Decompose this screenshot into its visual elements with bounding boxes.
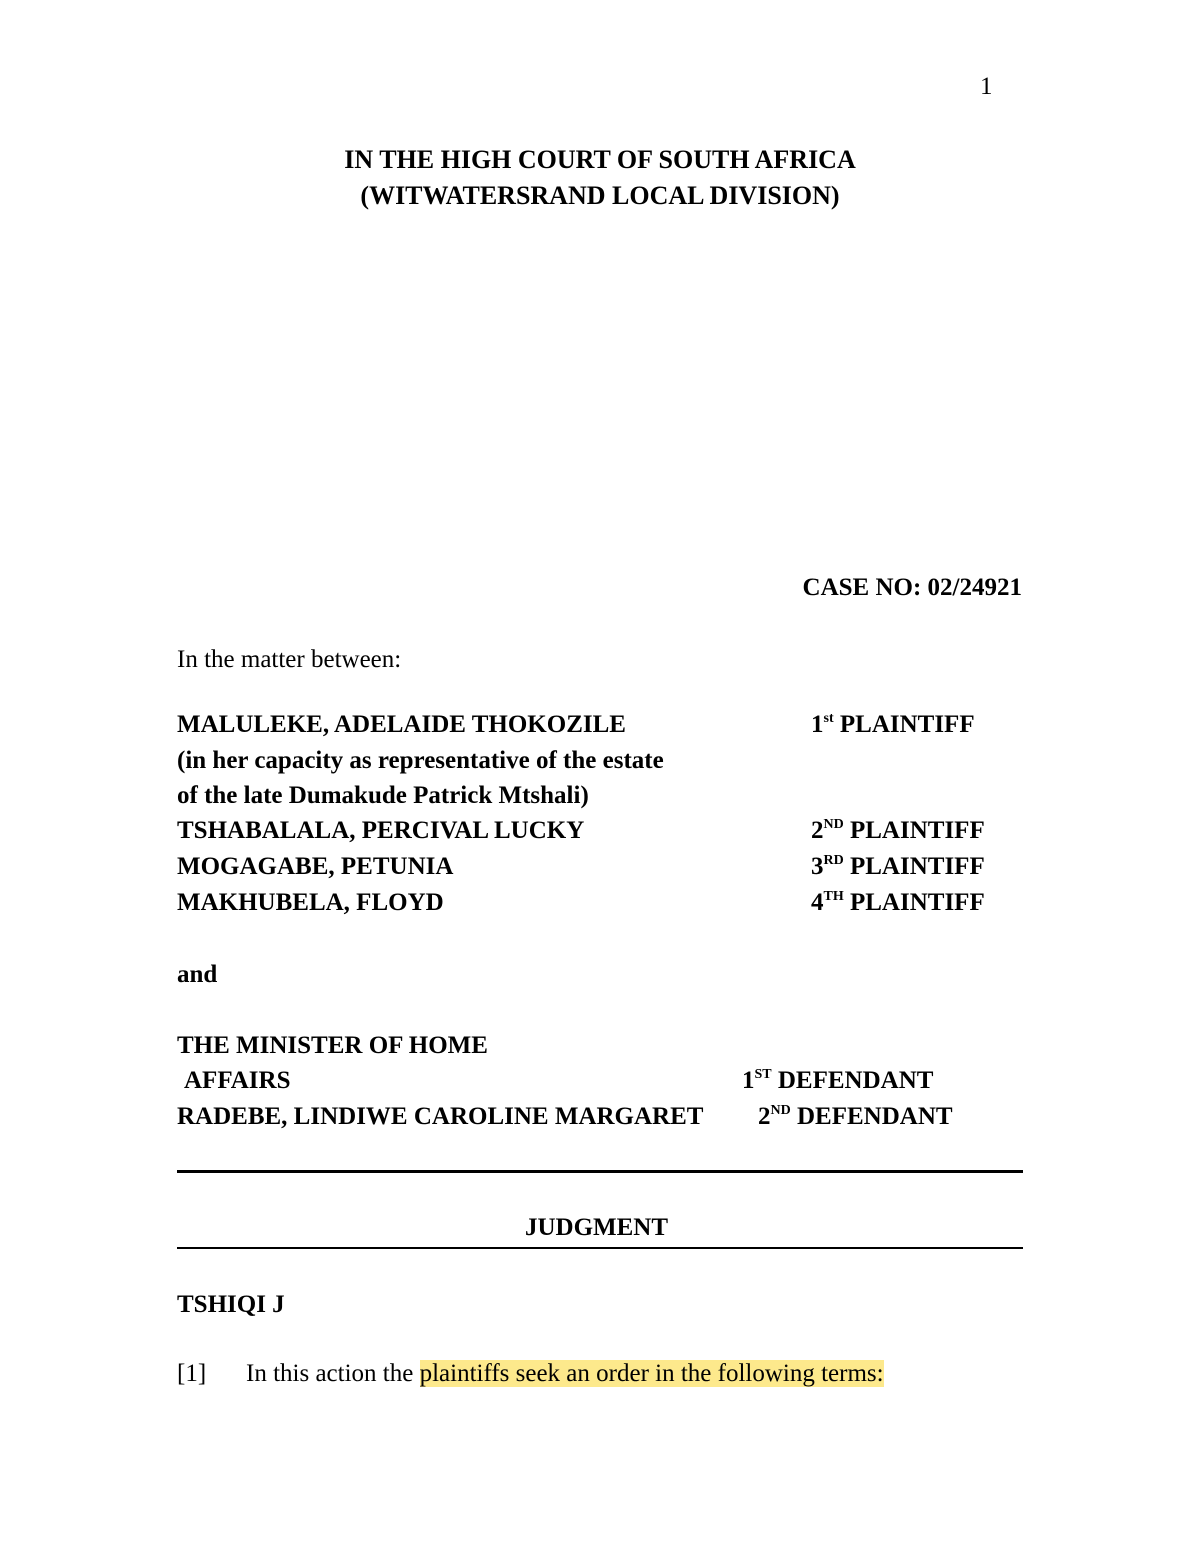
plaintiff-2-role: 2ND PLAINTIFF: [811, 817, 985, 844]
defendant-1-role: 1ST DEFENDANT: [742, 1067, 934, 1094]
plaintiff-1-role: 1st PLAINTIFF: [811, 711, 975, 738]
matter-intro: In the matter between:: [177, 646, 402, 673]
divider-top: [177, 1170, 1023, 1173]
and-separator: and: [177, 961, 218, 988]
defendant-2-role: 2ND DEFENDANT: [758, 1103, 953, 1130]
plaintiff-3-role: 3RD PLAINTIFF: [811, 853, 985, 880]
plaintiff-1-capacity-line2: of the late Dumakude Patrick Mtshali): [177, 782, 589, 809]
paragraph-1-plain: In this action the: [246, 1360, 414, 1387]
plaintiff-4-name: MAKHUBELA, FLOYD: [177, 889, 444, 916]
paragraph-1-highlight: plaintiffs seek an order in the following terms:: [419, 1360, 884, 1387]
divider-bottom: [177, 1247, 1023, 1249]
paragraph-1-text: [246, 1359, 884, 1389]
court-title: IN THE HIGH COURT OF SOUTH AFRICA: [344, 145, 856, 174]
judgment-title: JUDGMENT: [524, 1214, 669, 1241]
case-number: CASE NO: 02/24921: [802, 574, 1022, 601]
plaintiff-4-role: 4TH PLAINTIFF: [811, 889, 985, 916]
defendant-2-name: RADEBE, LINDIWE CAROLINE MARGARET: [177, 1103, 704, 1130]
defendant-1-name-line2: AFFAIRS: [184, 1067, 291, 1094]
judge-name: TSHIQI J: [177, 1291, 285, 1318]
plaintiff-1-capacity-line1: (in her capacity as representative of the estate: [177, 747, 664, 774]
defendant-1-name-line1: THE MINISTER OF HOME: [177, 1032, 488, 1059]
court-division: (WITWATERSRAND LOCAL DIVISION): [360, 181, 840, 210]
page-number: 1: [980, 73, 993, 100]
plaintiff-1-name: MALULEKE, ADELAIDE THOKOZILE: [177, 711, 626, 738]
paragraph-number: [1]: [177, 1360, 207, 1387]
plaintiff-3-name: MOGAGABE, PETUNIA: [177, 853, 454, 880]
plaintiff-2-name: TSHABALALA, PERCIVAL LUCKY: [177, 817, 585, 844]
